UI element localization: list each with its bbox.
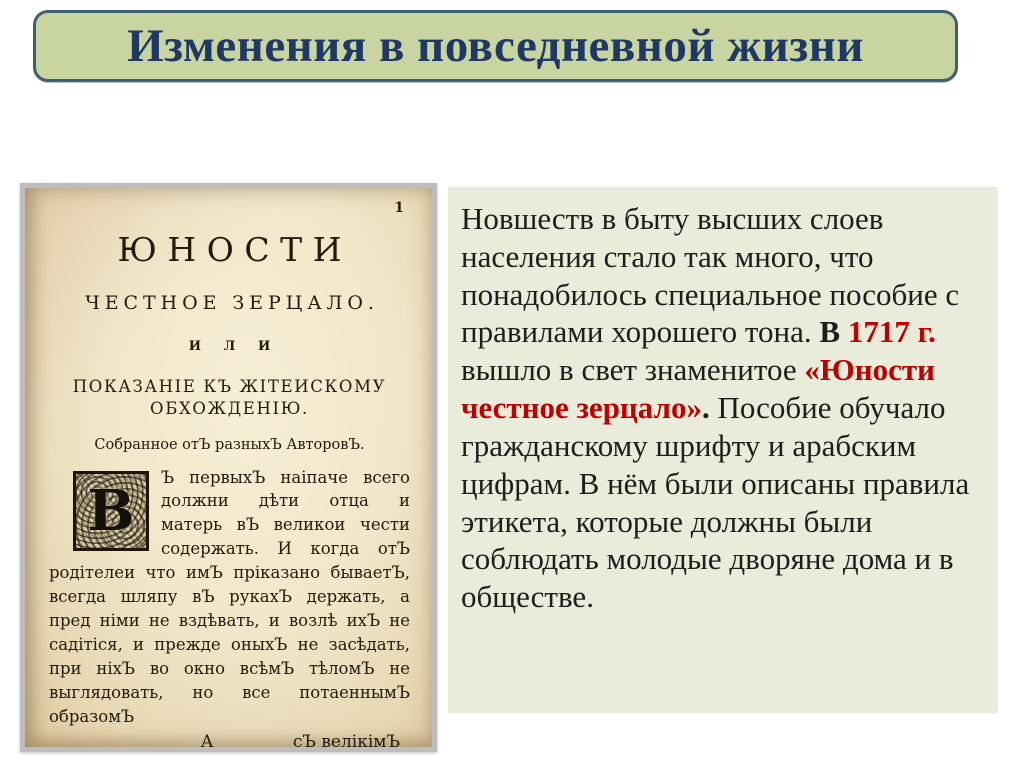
book-main-title: ЮНОСТИ	[117, 230, 353, 269]
book-body	[49, 466, 410, 729]
paragraph-segment: 1717 г.	[847, 314, 936, 350]
book-footer	[49, 732, 410, 747]
book-page-number: 1	[394, 200, 404, 216]
book-description	[49, 376, 410, 421]
paragraph-segment: Новшеств в быту высших слоев населения стало так много, что понадобилось специальное пособие с правилами хорошего тона.	[461, 201, 960, 350]
book-page-photo	[20, 183, 437, 752]
book-byline: Собранное отЪ разныхЪ АвторовЪ.	[94, 436, 365, 453]
slide-title: Изменения в повседневной жизни	[127, 19, 864, 72]
catchword: сЪ велікімЪ	[292, 731, 400, 747]
book-conjunction: И Л И	[188, 339, 280, 354]
book-description-line2: ОБХОЖДЕНІЮ.	[150, 399, 309, 419]
book-parchment	[25, 188, 432, 747]
book-subtitle: ЧЕСТНОЕ ЗЕРЦАЛО.	[85, 292, 379, 314]
paragraph-segment: вышло в свет знаменитое	[461, 352, 805, 388]
signature-mark: А	[200, 731, 214, 747]
paragraph-segment: «Юности честное зерцало»	[461, 352, 936, 426]
title-banner	[33, 10, 958, 82]
paragraph-segment: .	[701, 390, 718, 426]
book-description-line1: ПОКАЗАНІЕ КЪ ЖІТЕИСКОМУ	[72, 377, 387, 396]
woodcut-initial	[73, 471, 149, 551]
initial-letter-glyph: В	[87, 477, 135, 544]
paragraph-segment: Пособие обучало гражданскому шрифту и арабским цифрам. В нём были описаны правила этикета, которые должны были соблюдать молодые дворяне дома и в обществе.	[461, 390, 970, 615]
paragraph-segment: В	[819, 314, 848, 350]
text-panel	[448, 187, 998, 713]
main-paragraph	[461, 200, 980, 616]
book-body-text: Ъ первыхЪ наіпаче всего должни дѣти отца и матерь вЪ великои чести содержать. И когда отЪ родітелеи что имЪ пріказано бываетЪ, всегда шляпу вЪ рукахЪ держать, а пред німи не вздѣвать, и возлѣ ихЪ не садітіся, и прежде оныхЪ не засѣдать, при ніхЪ во окно всѣмЪ тѣломЪ не выглядовать, но все потаеннымЪ образомЪ	[49, 467, 410, 726]
